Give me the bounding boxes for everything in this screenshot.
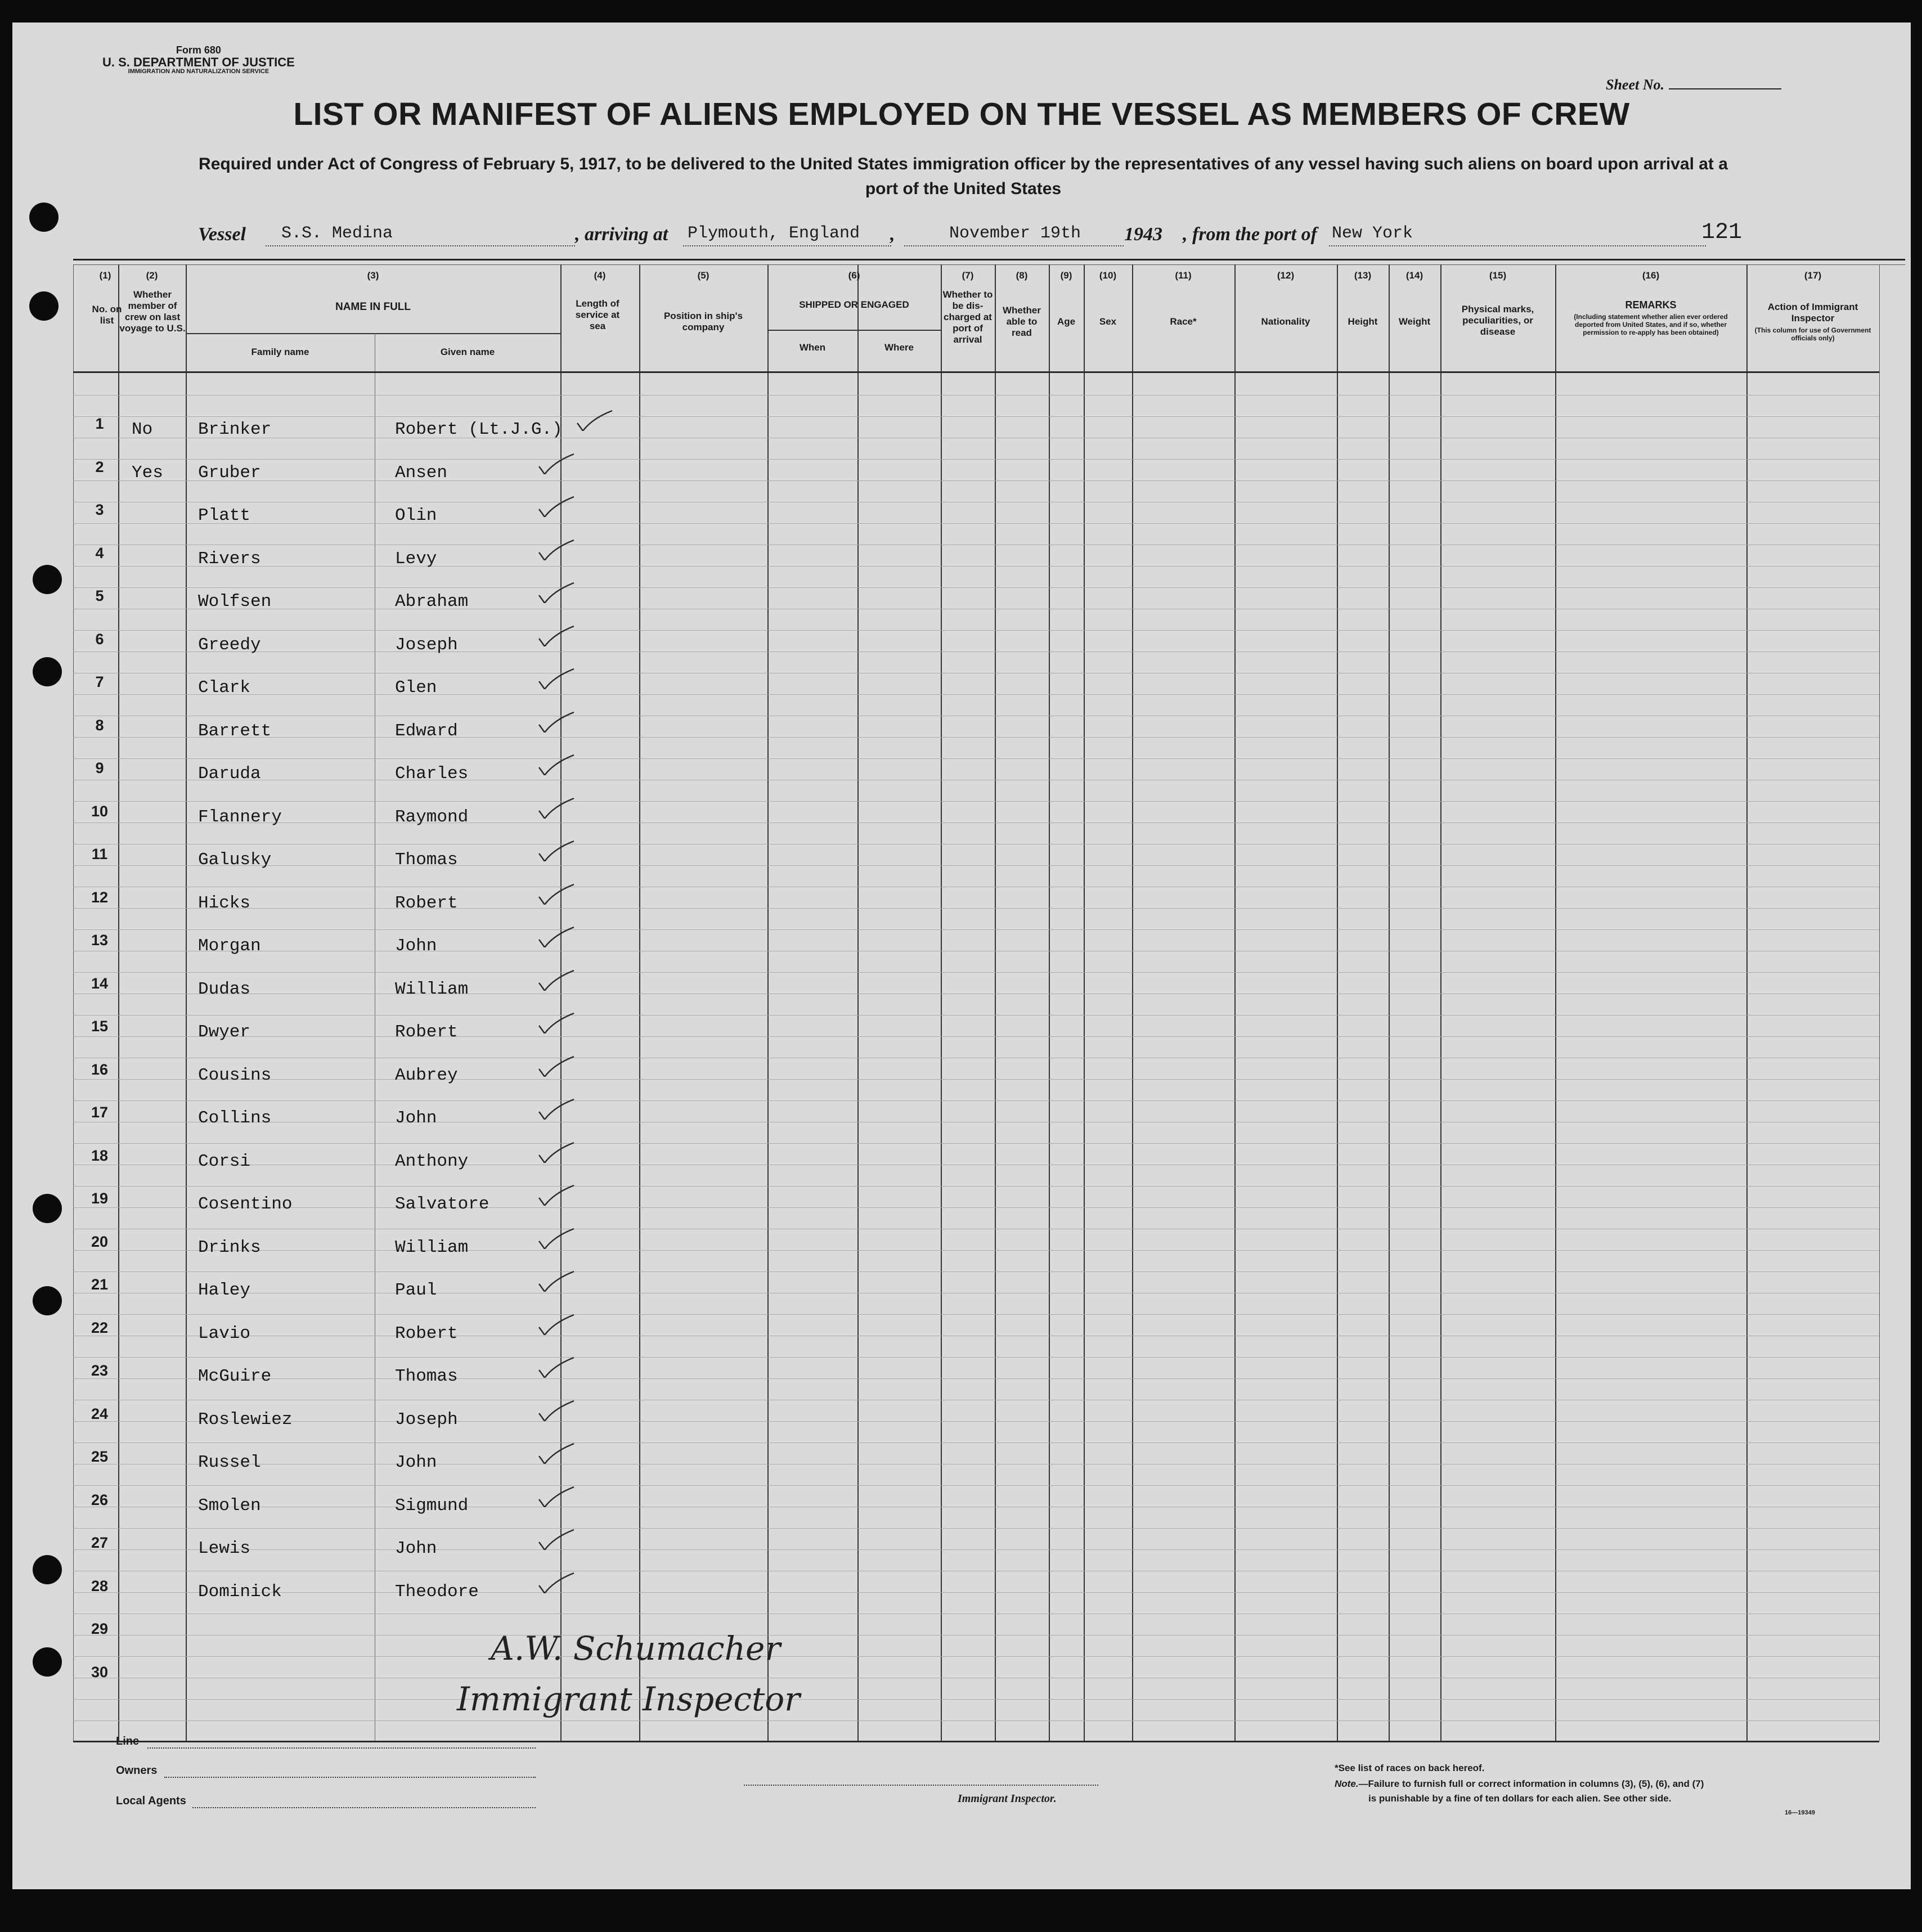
- col11-label: Race*: [1170, 316, 1197, 327]
- ruled-line: [73, 908, 1879, 909]
- note-text: —Failure to furnish full or correct information in columns (3), (5), (6), and (7): [1358, 1778, 1704, 1789]
- given-name: Edward: [395, 721, 458, 741]
- family-name: Cousins: [198, 1065, 272, 1085]
- col4-number: (4): [594, 270, 606, 281]
- subtitle-line-1: Required under Act of Congress of February 5, 1917, to be delivered to the United States immigration officer by the representatives of any vessel having such aliens on board upon arrival at a: [199, 155, 1728, 173]
- owners-label: Owners: [116, 1764, 158, 1777]
- check-mark-icon: [537, 925, 576, 947]
- given-name: Anthony: [395, 1151, 469, 1171]
- ruled-line: [73, 1100, 1879, 1101]
- signature-title: Immigrant Inspector: [457, 1680, 800, 1718]
- col6-where-label: Where: [884, 342, 914, 353]
- penalty-note-line1: [1335, 1777, 1704, 1791]
- from-underline: [1329, 245, 1706, 246]
- col1-label: No. on list: [92, 304, 122, 326]
- print-code: 16—19349: [1785, 1809, 1815, 1816]
- given-name: Thomas: [395, 1367, 458, 1386]
- family-name: Flannery: [198, 807, 282, 827]
- row-number: 6: [95, 630, 104, 648]
- header-rule-thin: [73, 264, 1905, 265]
- row-number: 18: [91, 1147, 109, 1164]
- column-divider: [1440, 264, 1442, 1741]
- col3-label: NAME IN FULL: [335, 301, 411, 313]
- race-note: *See list of races on back hereof.: [1335, 1763, 1485, 1773]
- ruled-line: [73, 737, 1879, 738]
- check-mark-icon: [537, 1183, 576, 1206]
- row-number: 27: [91, 1534, 109, 1551]
- ruled-line: [73, 1314, 1879, 1315]
- sheet-number-value: 121: [1701, 220, 1742, 245]
- punch-hole: [33, 1647, 62, 1677]
- ruled-line: [73, 1271, 1879, 1272]
- row-number: 14: [91, 974, 109, 992]
- sheet-number-field: [1606, 77, 1781, 93]
- column-divider: [1879, 264, 1880, 1741]
- check-mark-icon: [537, 1571, 576, 1593]
- ruled-line: [73, 758, 1879, 759]
- check-mark-icon: [537, 538, 576, 560]
- ruled-line: [73, 416, 1879, 417]
- given-name: Salvatore: [395, 1194, 490, 1214]
- given-name: Glen: [395, 678, 437, 698]
- col11-number: (11): [1175, 270, 1192, 281]
- family-name: Daruda: [198, 764, 261, 784]
- family-name: Smolen: [198, 1495, 261, 1516]
- given-name: Ansen: [395, 462, 448, 483]
- row-number: 7: [95, 673, 104, 690]
- vessel-line: Vessel S.S. Medina , arriving at Plymouth, England , November 19th 1943 , from the port of New York 121: [198, 220, 1742, 245]
- ruled-line: [73, 1357, 1879, 1358]
- ruled-line: [73, 1699, 1879, 1700]
- row-number: 23: [91, 1362, 109, 1379]
- check-mark-icon: [537, 1313, 576, 1335]
- column-divider: [1389, 264, 1390, 1741]
- col17-number: (17): [1804, 270, 1822, 281]
- check-mark-icon: [575, 408, 614, 431]
- row-number: 28: [91, 1577, 109, 1594]
- check-mark-icon: [537, 1226, 576, 1249]
- col3-number: (3): [367, 270, 379, 281]
- department-name: U. S. DEPARTMENT OF JUSTICE: [102, 55, 295, 69]
- check-mark-icon: [537, 624, 576, 646]
- row-number: 2: [95, 458, 104, 475]
- column-divider: [1084, 264, 1085, 1741]
- given-name: Aubrey: [395, 1065, 458, 1085]
- col17-sublabel: (This column for use of Government officials only): [1754, 326, 1871, 342]
- col17-label: Action of Immigrant Inspector: [1767, 302, 1858, 324]
- check-mark-icon: [537, 1399, 576, 1421]
- given-name: Theodore: [395, 1581, 479, 1602]
- manifest-sheet: [12, 23, 1911, 1889]
- family-name: Dwyer: [198, 1022, 251, 1042]
- column-divider: [560, 264, 562, 1741]
- given-name: Sigmund: [395, 1495, 469, 1516]
- col7-label: Whether to be dis-charged at port of arrival: [942, 289, 993, 345]
- note-prefix: Note.: [1335, 1778, 1359, 1789]
- vessel-underline: [266, 245, 575, 246]
- column-divider: [941, 264, 942, 1741]
- subtitle-line-2: port of the United States: [865, 179, 1062, 198]
- family-name: Rivers: [198, 549, 261, 569]
- sheet-number-line: [1669, 88, 1781, 89]
- inspector-signature: [451, 1615, 879, 1727]
- col10-number: (10): [1099, 270, 1117, 281]
- row-number: 15: [91, 1018, 109, 1035]
- ruled-line: [73, 566, 1879, 567]
- form-header: [102, 45, 295, 75]
- col8-label: Whether able to read: [1003, 305, 1041, 338]
- check-mark-icon: [537, 1527, 576, 1550]
- family-name: Lavio: [198, 1323, 251, 1344]
- punch-hole: [33, 1286, 62, 1315]
- family-name: Dudas: [198, 979, 251, 999]
- penalty-note-line2: is punishable by a fine of ten dollars for each alien. See other side.: [1368, 1793, 1672, 1804]
- row-number: 19: [91, 1190, 109, 1207]
- ruled-line: [73, 801, 1879, 802]
- check-mark-icon: [537, 753, 576, 775]
- column-divider: [995, 264, 996, 1741]
- col2-number: (2): [146, 270, 158, 281]
- inspector-signature-line: [744, 1785, 1098, 1786]
- given-name: Robert: [395, 893, 458, 913]
- ruled-line: [73, 1036, 1879, 1037]
- family-name: Russel: [198, 1453, 261, 1472]
- row-number: 10: [91, 802, 109, 820]
- family-name: McGuire: [198, 1367, 272, 1386]
- ruled-line: [73, 1635, 1879, 1636]
- arriving-underline: [683, 245, 891, 246]
- family-name: Roslewiez: [198, 1409, 293, 1430]
- arrival-year: 1943: [1124, 224, 1162, 245]
- ruled-line: [73, 694, 1879, 695]
- ruled-line: [73, 1250, 1879, 1251]
- column-divider: [639, 264, 640, 1741]
- col12-label: Nationality: [1261, 316, 1310, 327]
- header-rule: [73, 259, 1905, 260]
- family-name: Wolfsen: [198, 592, 272, 612]
- row-number: 30: [91, 1663, 109, 1681]
- family-name: Collins: [198, 1108, 272, 1128]
- line-field: [147, 1747, 536, 1749]
- col2-label: Whether member of crew on last voyage to U.S.: [119, 289, 186, 334]
- row-number: 20: [91, 1233, 109, 1250]
- col3-family-label: Family name: [251, 347, 309, 357]
- inspector-label: Immigrant Inspector.: [958, 1792, 1057, 1805]
- given-name: John: [395, 1453, 437, 1472]
- local-agents-field: [192, 1807, 536, 1808]
- check-mark-icon: [537, 839, 576, 861]
- given-name: Robert: [395, 1022, 458, 1042]
- ruled-line: [73, 630, 1879, 631]
- check-mark-icon: [537, 495, 576, 517]
- given-name: Levy: [395, 549, 437, 569]
- from-port: New York: [1332, 224, 1413, 243]
- from-label: , from the port of: [1183, 224, 1317, 245]
- check-mark-icon: [537, 1441, 576, 1464]
- row-number: 24: [91, 1405, 109, 1422]
- family-name: Dominick: [198, 1581, 282, 1602]
- row-number: 8: [95, 716, 104, 734]
- ruled-line: [73, 1485, 1879, 1486]
- punch-hole: [29, 203, 59, 232]
- col6-label: SHIPPED OR ENGAGED: [799, 299, 909, 310]
- family-name: Cosentino: [198, 1194, 293, 1214]
- family-name: Barrett: [198, 721, 272, 741]
- col13-label: Height: [1348, 316, 1378, 327]
- col4-label: Length of service at sea: [575, 298, 620, 331]
- service-name: IMMIGRATION AND NATURALIZATION SERVICE: [128, 68, 270, 75]
- col7-number: (7): [962, 270, 974, 281]
- ruled-line: [73, 1656, 1879, 1657]
- ruled-line: [73, 972, 1879, 973]
- family-name: Morgan: [198, 936, 261, 956]
- given-name: John: [395, 1108, 437, 1128]
- shipped-header-rule: [767, 330, 941, 331]
- prior-voyage-answer: Yes: [132, 462, 163, 483]
- document-title: LIST OR MANIFEST OF ALIENS EMPLOYED ON THE VESSEL AS MEMBERS OF CREW: [293, 96, 1630, 132]
- column-divider: [1337, 264, 1338, 1741]
- given-name: Paul: [395, 1280, 437, 1300]
- check-mark-icon: [537, 968, 576, 991]
- ruled-line: [73, 523, 1879, 524]
- row-number: 4: [95, 544, 104, 561]
- family-name: Gruber: [198, 462, 261, 483]
- ruled-line: [73, 1207, 1879, 1208]
- given-name: Joseph: [395, 1409, 458, 1430]
- arriving-label: , arriving at: [575, 224, 668, 245]
- ruled-line: [73, 1528, 1879, 1529]
- line-label: Line: [116, 1735, 140, 1747]
- owners-field: [164, 1777, 536, 1778]
- col10-label: Sex: [1099, 316, 1117, 327]
- row-number: 21: [91, 1276, 109, 1293]
- col1-number: (1): [99, 270, 111, 281]
- ruled-line: [73, 1143, 1879, 1144]
- col15-label: Physical marks, peculiarities, or disease: [1461, 304, 1534, 337]
- check-mark-icon: [537, 1269, 576, 1292]
- ruled-line: [73, 459, 1879, 460]
- given-name: Olin: [395, 506, 437, 525]
- ruled-line: [73, 480, 1879, 481]
- col14-label: Weight: [1398, 316, 1431, 327]
- col5-number: (5): [697, 270, 709, 281]
- check-mark-icon: [537, 452, 576, 474]
- vessel-label: Vessel: [198, 224, 246, 245]
- col16-label: REMARKS: [1625, 299, 1677, 311]
- column-divider: [857, 264, 859, 1741]
- check-mark-icon: [537, 796, 576, 819]
- family-name: Drinks: [198, 1237, 261, 1257]
- col6-when-label: When: [799, 342, 826, 353]
- column-divider: [1746, 264, 1748, 1741]
- given-name: Robert: [395, 1323, 458, 1344]
- family-name: Lewis: [198, 1539, 251, 1558]
- arriving-port: Plymouth, England: [688, 224, 860, 243]
- col5-label: Position in ship's company: [663, 311, 743, 333]
- col12-number: (12): [1277, 270, 1295, 281]
- column-divider: [186, 264, 187, 1741]
- family-name: Galusky: [198, 850, 272, 870]
- column-divider: [1049, 264, 1050, 1741]
- ruled-line: [73, 1186, 1879, 1187]
- col9-number: (9): [1060, 270, 1072, 281]
- given-name: Abraham: [395, 592, 469, 612]
- col3-given-label: Given name: [440, 347, 495, 357]
- document-subtitle: [119, 152, 1807, 201]
- column-header-bottom-rule: [73, 371, 1879, 373]
- given-name: William: [395, 979, 469, 999]
- date-underline: [904, 245, 1124, 246]
- check-mark-icon: [537, 882, 576, 905]
- row-number: 5: [95, 587, 104, 604]
- signature-name: A.W. Schumacher: [491, 1629, 781, 1668]
- given-name: Robert (Lt.J.G.): [395, 420, 563, 439]
- row-number: 1: [95, 415, 104, 432]
- column-divider: [73, 264, 74, 1741]
- check-mark-icon: [537, 667, 576, 689]
- punch-hole: [33, 1555, 62, 1584]
- family-name: Haley: [198, 1280, 251, 1300]
- row-number: 26: [91, 1491, 109, 1508]
- check-mark-icon: [537, 1054, 576, 1077]
- family-name: Clark: [198, 678, 251, 698]
- row-number: 16: [91, 1061, 109, 1078]
- punch-hole: [33, 1194, 62, 1223]
- check-mark-icon: [537, 1140, 576, 1163]
- ruled-line: [73, 1720, 1879, 1721]
- given-name: Thomas: [395, 850, 458, 870]
- name-header-rule: [186, 333, 560, 334]
- ruled-line: [73, 1015, 1879, 1016]
- family-name: Brinker: [198, 420, 272, 439]
- punch-hole: [33, 565, 62, 594]
- row-number: 17: [91, 1104, 109, 1121]
- family-name: Corsi: [198, 1151, 251, 1171]
- prior-voyage-answer: No: [132, 420, 153, 439]
- column-divider: [1234, 264, 1236, 1741]
- ruled-line: [73, 1592, 1879, 1593]
- ruled-line: [73, 1549, 1879, 1550]
- col16-number: (16): [1642, 270, 1660, 281]
- sheet-label: Sheet No.: [1606, 77, 1664, 93]
- check-mark-icon: [537, 581, 576, 603]
- ruled-line: [73, 1378, 1879, 1379]
- col16-sublabel: (Including statement whether alien ever ordered deported from United States, and if so, whether permission to re-apply has been obtained): [1574, 313, 1728, 336]
- column-divider: [1132, 264, 1133, 1741]
- table-bottom-rule: [73, 1741, 1879, 1742]
- ruled-line: [73, 865, 1879, 866]
- punch-hole: [33, 657, 62, 686]
- ruled-line: [73, 587, 1879, 588]
- ruled-line: [73, 395, 1879, 396]
- row-number: 3: [95, 501, 104, 518]
- row-number: 9: [95, 760, 104, 776]
- given-name: Charles: [395, 764, 469, 784]
- family-name: Greedy: [198, 635, 261, 655]
- family-name: Platt: [198, 506, 251, 525]
- col15-number: (15): [1489, 270, 1507, 281]
- check-mark-icon: [537, 1011, 576, 1034]
- col14-number: (14): [1405, 270, 1423, 281]
- family-name: Hicks: [198, 893, 251, 913]
- column-divider: [767, 264, 769, 1741]
- column-divider: [118, 264, 119, 1741]
- local-agents-label: Local Agents: [116, 1795, 186, 1807]
- col6-number: (6): [848, 270, 860, 281]
- given-name: Joseph: [395, 635, 458, 655]
- given-name: John: [395, 936, 437, 956]
- check-mark-icon: [537, 1097, 576, 1120]
- row-number: 22: [91, 1319, 109, 1336]
- ruled-line: [73, 1421, 1879, 1422]
- check-mark-icon: [537, 710, 576, 733]
- given-name: Raymond: [395, 807, 469, 827]
- col9-label: Age: [1057, 316, 1076, 327]
- col8-number: (8): [1016, 270, 1028, 281]
- check-mark-icon: [537, 1355, 576, 1378]
- row-number: 13: [91, 932, 109, 949]
- row-number: 11: [91, 846, 108, 862]
- given-name: William: [395, 1237, 469, 1257]
- form-number: Form 680: [176, 44, 221, 56]
- row-number: 12: [91, 888, 109, 906]
- row-number: 29: [91, 1620, 109, 1637]
- ruled-line: [73, 929, 1879, 930]
- given-name: John: [395, 1539, 437, 1558]
- vessel-name: S.S. Medina: [281, 224, 393, 243]
- ruled-line: [73, 1079, 1879, 1080]
- arrival-date: November 19th: [949, 224, 1081, 243]
- column-divider: [1555, 264, 1556, 1741]
- col13-number: (13): [1354, 270, 1372, 281]
- row-number: 25: [91, 1448, 109, 1465]
- punch-hole: [29, 291, 59, 321]
- check-mark-icon: [537, 1485, 576, 1507]
